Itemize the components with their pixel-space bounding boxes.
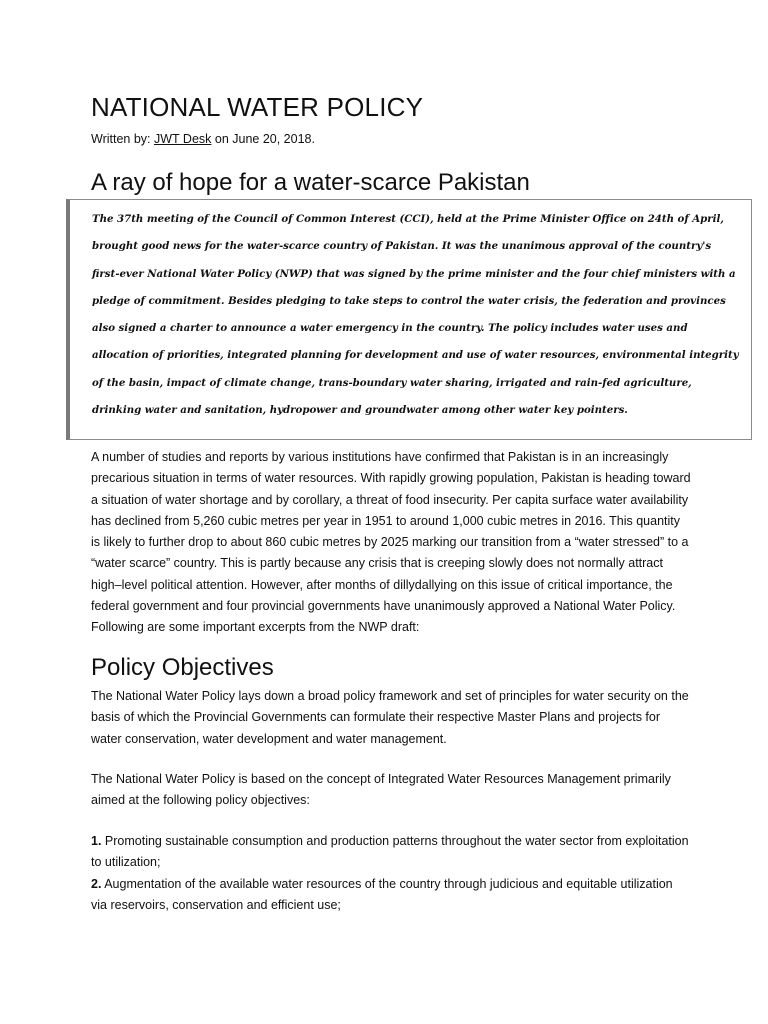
paragraph-policy-framework: The National Water Policy lays down a broad policy framework and set of principles for water security on the basis of which the Provincial Governments can formulate their respective Master Plans and projects for water conservation, water development and water management. (91, 689, 689, 746)
list-item (91, 831, 691, 874)
section-heading-policy-objectives: Policy Objectives (91, 654, 274, 681)
paragraph-iwrm: The National Water Policy is based on the concept of Integrated Water Resources Management primarily aimed at the following policy objectives: (91, 772, 671, 808)
objectives-list (91, 831, 691, 916)
byline-date: on June 20, 2018. (211, 132, 315, 146)
paragraph-water-situation: A number of studies and reports by various institutions have confirmed that Pakistan is in an increasingly precarious situation in terms of water resources. With rapidly growing population, Pakistan is heading toward a situation of water shortage and by corollary, a threat of food insecurity. Per capita surface water availability has declined from 5,260 cubic metres per year in 1951 to around 1,000 cubic metres in 2016. This quantity is likely to further drop to about 860 cubic metres by 2025 marking our transition from a “water stressed” to a “water scarce” country. This is partly because any crisis that is creeping slowly does not normally attract high–level political attention. However, after months of dillydallying on this issue of critical importance, the federal government and four provincial governments have unanimously approved a National Water Policy. Following are some important excerpts from the NWP draft: (91, 450, 691, 635)
list-item (91, 874, 691, 917)
byline (91, 132, 315, 146)
list-item-text: Promoting sustainable consumption and production patterns throughout the water sector from exploitation to utilization; (91, 834, 689, 870)
author-link[interactable]: JWT Desk (153, 132, 212, 146)
list-item-number: 2. (91, 876, 102, 891)
article-subtitle: A ray of hope for a water-scarce Pakistan (91, 169, 530, 196)
byline-prefix: Written by: (91, 132, 154, 146)
blockquote-text: The 37th meeting of the Council of Common Interest (CCI), held at the Prime Minister Office on 24th of April, brought good news for the water-scarce country of Pakistan. It was the unanimous approval of the country's first-ever National Water Policy (NWP) that was signed by the prime minister and the four chief ministers with a pledge of commitment. Besides pledging to take steps to control the water crisis, the federation and provinces also signed a charter to announce a water emergency in the country. The policy includes water uses and allocation of priorities, integrated planning for development and use of water resources, environmental integrity of the basin, impact of climate change, trans-boundary water sharing, irrigated and rain-fed agriculture, drinking water and sanitation, hydropower and groundwater among other water key pointers. (92, 213, 739, 417)
article-title: NATIONAL WATER POLICY (91, 92, 424, 122)
intro-blockquote (66, 199, 752, 440)
list-item-number: 1. (91, 834, 102, 848)
list-item-text: Augmentation of the available water resources of the country through judicious and equitable utilization via reservoirs, conservation and efficient use; (91, 876, 673, 912)
